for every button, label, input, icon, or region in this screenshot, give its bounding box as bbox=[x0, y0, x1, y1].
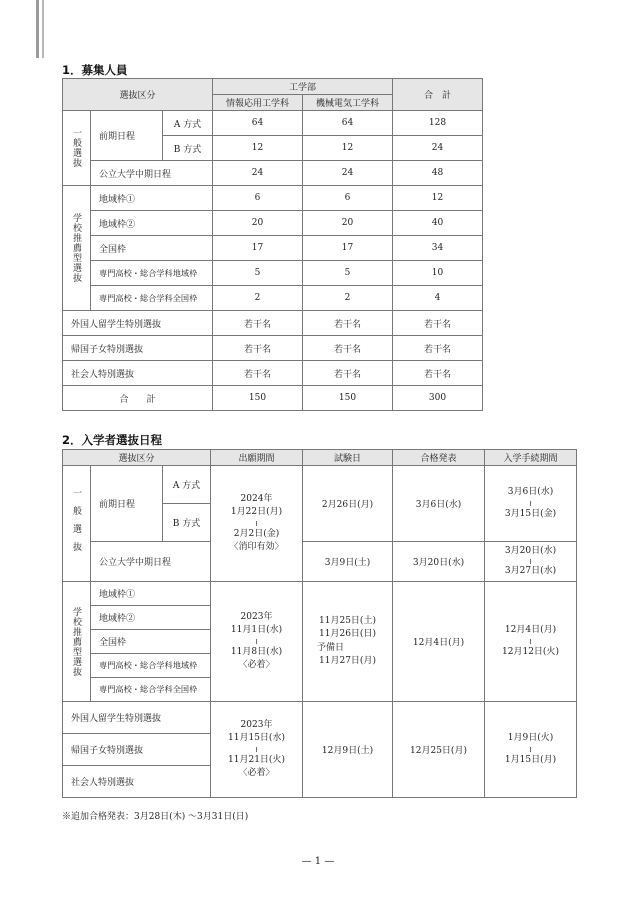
koritsu-procedure-period: 3月20日(水) ≀ 3月27日(水) bbox=[485, 542, 577, 582]
cell: 48 bbox=[393, 161, 483, 186]
cell: 若干名 bbox=[213, 311, 303, 336]
row-zenki: 前期日程 bbox=[91, 466, 163, 542]
cell: 17 bbox=[303, 236, 393, 261]
cell: 5 bbox=[303, 261, 393, 286]
row-b-method: B 方式 bbox=[163, 504, 211, 542]
special-application-period: 2023年 11月15日(水) ≀ 11月21日(火) 〈必着〉 bbox=[211, 702, 303, 798]
row-shakaijin: 社会人特別選抜 bbox=[63, 766, 211, 798]
group-general: 一般選抜 bbox=[63, 111, 91, 186]
zenki-result-date: 3月6日(水) bbox=[393, 466, 485, 542]
cell: 12 bbox=[303, 136, 393, 161]
school-procedure-period: 12月4日(月) ≀ 12月12日(火) bbox=[485, 582, 577, 702]
special-exam-date: 12月9日(土) bbox=[303, 702, 393, 798]
row-senmon-zenkoku: 専門高校・総合学科全国枠 bbox=[91, 678, 211, 702]
header-result: 合格発表 bbox=[393, 450, 485, 466]
row-chiiki1: 地域枠① bbox=[91, 186, 213, 211]
page-number: — 1 — bbox=[301, 856, 335, 867]
special-result-date: 12月25日(月) bbox=[393, 702, 485, 798]
cell: 150 bbox=[303, 386, 393, 411]
cell: 若干名 bbox=[303, 311, 393, 336]
group-general: 一般選抜 bbox=[63, 466, 91, 582]
zenki-exam-date: 2月26日(月) bbox=[303, 466, 393, 542]
additional-pass-note: ※追加合格発表：3月28日(木) ～3月31日(日) bbox=[62, 812, 249, 822]
cell: 20 bbox=[213, 211, 303, 236]
cell: 40 bbox=[393, 211, 483, 236]
header-dept1: 情報応用工学科 bbox=[213, 95, 303, 111]
cell: 6 bbox=[303, 186, 393, 211]
section1-title: 1．募集人員 bbox=[62, 63, 128, 77]
header-category: 選抜区分 bbox=[63, 450, 211, 466]
row-gaikokujin: 外国人留学生特別選抜 bbox=[63, 311, 213, 336]
cell: 300 bbox=[393, 386, 483, 411]
cell: 128 bbox=[393, 111, 483, 136]
header-faculty: 工学部 bbox=[213, 79, 393, 95]
row-b-method: B 方式 bbox=[163, 136, 213, 161]
cell: 150 bbox=[213, 386, 303, 411]
header-exam: 試験日 bbox=[303, 450, 393, 466]
koritsu-exam-date: 3月9日(土) bbox=[303, 542, 393, 582]
header-category: 選抜区分 bbox=[63, 79, 213, 111]
cell: 若干名 bbox=[303, 361, 393, 386]
row-chiiki2: 地域枠② bbox=[91, 211, 213, 236]
row-senmon-zenkoku: 専門高校・総合学科全国枠 bbox=[91, 286, 213, 311]
row-senmon-chiiki: 専門高校・総合学科地域枠 bbox=[91, 261, 213, 286]
cell: 若干名 bbox=[393, 361, 483, 386]
cell: 5 bbox=[213, 261, 303, 286]
section2-title: 2．入学者選抜日程 bbox=[62, 433, 163, 447]
school-result-date: 12月4日(月) bbox=[393, 582, 485, 702]
row-gokei: 合 計 bbox=[63, 386, 213, 411]
cell: 4 bbox=[393, 286, 483, 311]
group-school: 学校推薦型選抜 bbox=[63, 186, 91, 311]
row-chiiki1: 地域枠① bbox=[91, 582, 211, 606]
cell: 20 bbox=[303, 211, 393, 236]
cell: 12 bbox=[393, 186, 483, 211]
row-zenkoku: 全国枠 bbox=[91, 630, 211, 654]
cell: 12 bbox=[213, 136, 303, 161]
header-total: 合 計 bbox=[393, 79, 483, 111]
cell: 2 bbox=[213, 286, 303, 311]
special-procedure-period: 1月9日(火) ≀ 1月15日(月) bbox=[485, 702, 577, 798]
schedule-table bbox=[62, 449, 577, 798]
school-exam-dates: 11月25日(土) 11月26日(日) 予備日 11月27日(月) bbox=[303, 582, 393, 702]
header-application: 出願期間 bbox=[211, 450, 303, 466]
row-chiiki2: 地域枠② bbox=[91, 606, 211, 630]
cell: 17 bbox=[213, 236, 303, 261]
cell: 6 bbox=[213, 186, 303, 211]
row-shakaijin: 社会人特別選抜 bbox=[63, 361, 213, 386]
header-procedure: 入学手続期間 bbox=[485, 450, 577, 466]
row-koritsu: 公立大学中期日程 bbox=[91, 161, 213, 186]
cell: 若干名 bbox=[393, 311, 483, 336]
decorative-bar bbox=[42, 0, 44, 58]
cell: 24 bbox=[213, 161, 303, 186]
cell: 34 bbox=[393, 236, 483, 261]
row-kikoku: 帰国子女特別選抜 bbox=[63, 336, 213, 361]
zenki-procedure-period: 3月6日(水) ≀ 3月15日(金) bbox=[485, 466, 577, 542]
decorative-bar bbox=[36, 0, 39, 58]
row-zenki: 前期日程 bbox=[91, 111, 163, 161]
group-school: 学校推薦型選抜 bbox=[63, 582, 91, 702]
cell: 64 bbox=[303, 111, 393, 136]
cell: 若干名 bbox=[213, 361, 303, 386]
capacity-table bbox=[62, 78, 483, 411]
school-application-period: 2023年 11月1日(水) ≀ 11月8日(水) 〈必着〉 bbox=[211, 582, 303, 702]
header-dept2: 機械電気工学科 bbox=[303, 95, 393, 111]
koritsu-result-date: 3月20日(水) bbox=[393, 542, 485, 582]
row-zenkoku: 全国枠 bbox=[91, 236, 213, 261]
cell: 24 bbox=[393, 136, 483, 161]
cell: 10 bbox=[393, 261, 483, 286]
row-koritsu: 公立大学中期日程 bbox=[91, 542, 211, 582]
cell: 24 bbox=[303, 161, 393, 186]
row-gaikokujin: 外国人留学生特別選抜 bbox=[63, 702, 211, 734]
cell: 若干名 bbox=[303, 336, 393, 361]
row-a-method: A 方式 bbox=[163, 111, 213, 136]
row-kikoku: 帰国子女特別選抜 bbox=[63, 734, 211, 766]
cell: 2 bbox=[303, 286, 393, 311]
row-senmon-chiiki: 専門高校・総合学科地域枠 bbox=[91, 654, 211, 678]
row-a-method: A 方式 bbox=[163, 466, 211, 504]
general-application-period: 2024年 1月22日(月) ≀ 2月2日(金) 〈消印有効〉 bbox=[211, 466, 303, 582]
cell: 若干名 bbox=[393, 336, 483, 361]
cell: 64 bbox=[213, 111, 303, 136]
cell: 若干名 bbox=[213, 336, 303, 361]
